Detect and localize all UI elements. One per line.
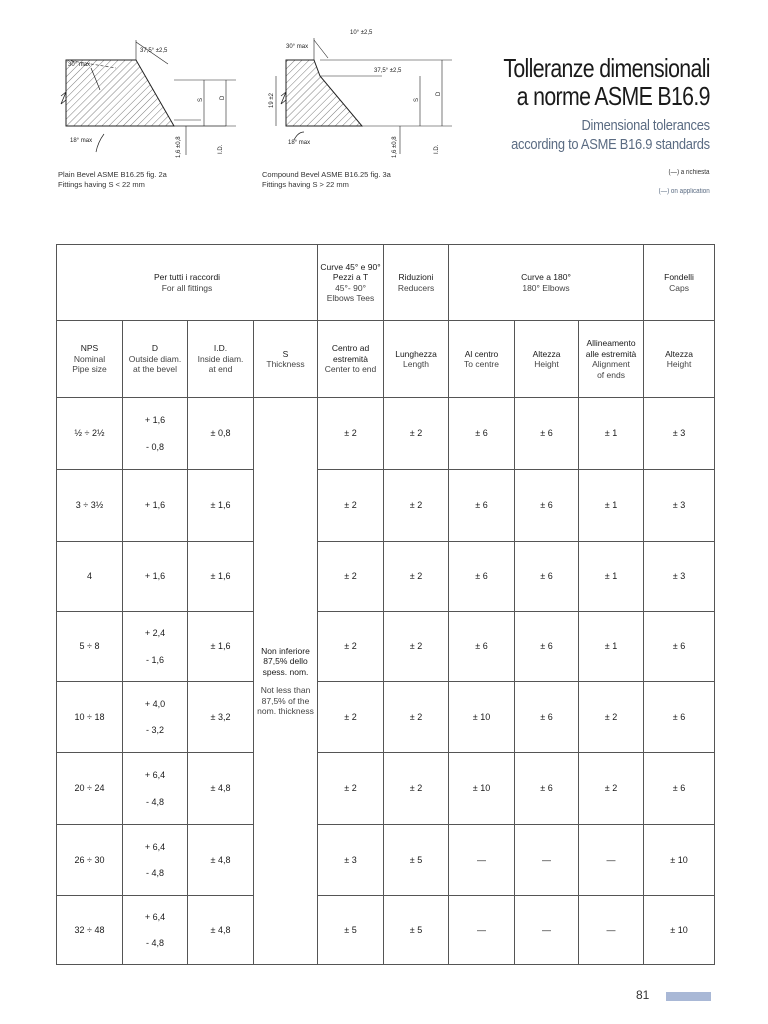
cell-cap: ± 3 bbox=[644, 398, 715, 470]
cell-cap: ± 10 bbox=[644, 825, 715, 896]
table-row bbox=[57, 542, 715, 612]
compound-angle-30-label: 30° max bbox=[286, 44, 309, 50]
plain-bevel-caption bbox=[58, 170, 167, 190]
title-en-line2: according to ASME B16.9 standards bbox=[511, 136, 710, 153]
s-note-it2: 87,5% dello bbox=[263, 656, 308, 666]
col-alignment-en2: of ends bbox=[597, 369, 625, 380]
note-on-application-en: (—) on application bbox=[658, 188, 710, 195]
cell-d-plus: + 6,4 bbox=[144, 841, 166, 852]
table-row bbox=[57, 825, 715, 896]
col-cap-height-en1: Height bbox=[666, 359, 692, 369]
compound-land-label: 1,6 ±0,8 bbox=[392, 136, 398, 158]
col-nps-en2: Pipe size bbox=[72, 364, 107, 375]
cell-d-plus: + 4,0 bbox=[144, 698, 166, 709]
cell-length: ± 2 bbox=[384, 682, 449, 753]
cell-height: — bbox=[515, 896, 579, 965]
compound-bevel-drawing bbox=[262, 22, 462, 165]
cell-height: ± 6 bbox=[515, 542, 579, 612]
compound-d-label: D bbox=[436, 91, 442, 96]
cell-id: ± 0,8 bbox=[188, 398, 254, 470]
table-row bbox=[57, 470, 715, 542]
plain-pipe-wall bbox=[66, 60, 174, 126]
s-note-en2: 87,5% of the bbox=[261, 695, 310, 706]
cell-id: ± 1,6 bbox=[188, 470, 254, 542]
group-all-fittings bbox=[57, 245, 318, 321]
s-note-it bbox=[256, 646, 315, 678]
col-alignment-it1: Allineamento bbox=[586, 338, 636, 348]
col-height-it: Altezza bbox=[532, 348, 561, 359]
col-header-d bbox=[123, 321, 188, 398]
compound-caption-line1: Compound Bevel ASME B16.25 fig. 3a bbox=[262, 170, 391, 179]
compound-s-label: S bbox=[414, 97, 420, 102]
group-reducers-it: Riduzioni bbox=[398, 272, 434, 282]
cell-d-plus: + 1,6 bbox=[144, 571, 166, 582]
compound-caption-line2: Fittings having S > 22 mm bbox=[262, 180, 349, 189]
group-caps-it: Fondelli bbox=[664, 272, 694, 282]
plain-bevel-drawing bbox=[56, 30, 246, 165]
col-header-center bbox=[449, 321, 515, 398]
page-number: 81 bbox=[636, 988, 650, 1002]
col-cap-height-it: Altezza bbox=[665, 348, 693, 359]
cell-length: ± 2 bbox=[384, 542, 449, 612]
col-header-cap-height bbox=[644, 321, 715, 398]
cell-d bbox=[123, 398, 188, 470]
cell-height: ± 6 bbox=[515, 470, 579, 542]
cell-center: — bbox=[449, 896, 515, 965]
cell-length: ± 5 bbox=[384, 825, 449, 896]
cell-alignment: — bbox=[579, 825, 644, 896]
cell-d bbox=[123, 682, 188, 753]
cell-d-plus: + 6,4 bbox=[144, 911, 166, 922]
cell-d bbox=[123, 753, 188, 825]
cell-d-minus: - 4,8 bbox=[145, 796, 164, 807]
col-nps-it: NPS bbox=[80, 343, 99, 354]
cell-center-end: ± 3 bbox=[318, 825, 384, 896]
cell-height: ± 6 bbox=[515, 398, 579, 470]
cell-cap: ± 6 bbox=[644, 753, 715, 825]
cell-center-end: ± 2 bbox=[318, 542, 384, 612]
cell-height: ± 6 bbox=[515, 612, 579, 682]
cell-center-end: ± 2 bbox=[318, 682, 384, 753]
cell-length: ± 2 bbox=[384, 398, 449, 470]
cell-nps: 20 ÷ 24 bbox=[57, 753, 123, 825]
group-elbows-tees-en1: 45°- 90° bbox=[335, 282, 366, 293]
plain-id-label: I.D. bbox=[218, 144, 224, 154]
cell-id: ± 4,8 bbox=[188, 896, 254, 965]
col-d-it: D bbox=[151, 343, 159, 354]
page-title bbox=[458, 54, 710, 154]
cell-nps: 5 ÷ 8 bbox=[57, 612, 123, 682]
group-caps-en: Caps bbox=[669, 282, 689, 293]
title-it-line2: a norme ASME B16.9 bbox=[516, 81, 710, 111]
col-alignment-it2: alle estremità bbox=[585, 348, 637, 359]
group-caps bbox=[644, 245, 715, 321]
cell-length: ± 2 bbox=[384, 753, 449, 825]
compound-height19-label: 19 ±2 bbox=[269, 93, 275, 108]
group-reducers bbox=[384, 245, 449, 321]
col-d-en1: Outside diam. bbox=[128, 353, 182, 364]
cell-center-end: ± 2 bbox=[318, 753, 384, 825]
cell-center-end: ± 2 bbox=[318, 470, 384, 542]
cell-height: — bbox=[515, 825, 579, 896]
cell-id: ± 1,6 bbox=[188, 542, 254, 612]
s-note-en1: Not less than bbox=[260, 685, 311, 695]
cell-cap: ± 10 bbox=[644, 896, 715, 965]
note-on-request-it: (—) a richiesta bbox=[669, 169, 710, 176]
cell-center: — bbox=[449, 825, 515, 896]
col-alignment-en1: Alignment bbox=[592, 359, 630, 369]
cell-id: ± 1,6 bbox=[188, 612, 254, 682]
table-row bbox=[57, 753, 715, 825]
col-center-end-it1: Centro ad bbox=[331, 343, 370, 354]
group-180-elbows-en: 180° Elbows bbox=[522, 282, 570, 293]
col-nps-en1: Nominal bbox=[73, 353, 106, 364]
cell-d-minus: - 0,8 bbox=[145, 441, 164, 452]
col-header-nps bbox=[57, 321, 123, 398]
compound-angle-10-label: 10° ±2,5 bbox=[350, 30, 373, 36]
cell-center: ± 10 bbox=[449, 682, 515, 753]
cell-alignment: ± 2 bbox=[579, 753, 644, 825]
table-row bbox=[57, 398, 715, 470]
col-header-s bbox=[254, 321, 318, 398]
cell-center-end: ± 2 bbox=[318, 612, 384, 682]
cell-id: ± 3,2 bbox=[188, 682, 254, 753]
cell-d bbox=[123, 542, 188, 612]
cell-alignment: — bbox=[579, 896, 644, 965]
col-id-en2: at end bbox=[208, 364, 233, 375]
page-accent-bar bbox=[666, 992, 711, 1001]
col-header-center-end bbox=[318, 321, 384, 398]
cell-s-thickness bbox=[254, 398, 318, 965]
title-it-line1: Tolleranze dimensionali bbox=[503, 53, 710, 83]
group-180-elbows bbox=[449, 245, 644, 321]
cell-d bbox=[123, 470, 188, 542]
cell-d-minus: - 4,8 bbox=[145, 868, 164, 878]
group-reducers-en: Reducers bbox=[397, 282, 435, 293]
cell-length: ± 2 bbox=[384, 470, 449, 542]
cell-cap: ± 6 bbox=[644, 682, 715, 753]
col-center-en1: To centre bbox=[464, 359, 499, 369]
cell-nps: 26 ÷ 30 bbox=[57, 825, 123, 896]
cell-cap: ± 3 bbox=[644, 542, 715, 612]
s-note-en3: nom. thickness bbox=[257, 706, 314, 716]
col-center-it: Al centro bbox=[464, 348, 499, 359]
col-length-it: Lunghezza bbox=[395, 348, 437, 359]
group-all-fittings-it: Per tutti i raccordi bbox=[153, 272, 221, 282]
cell-alignment: ± 2 bbox=[579, 682, 644, 753]
cell-nps: 4 bbox=[57, 542, 123, 612]
cell-d-minus: - 1,6 bbox=[145, 654, 164, 665]
col-s-en1: Thickness bbox=[266, 359, 305, 369]
cell-d bbox=[123, 825, 188, 896]
cell-id: ± 4,8 bbox=[188, 753, 254, 825]
compound-pipe-wall bbox=[286, 60, 362, 126]
plain-angle-30-label: 30° max bbox=[68, 62, 91, 68]
cell-d-plus: + 6,4 bbox=[144, 770, 166, 780]
col-center-end-en1: Center to end bbox=[324, 364, 377, 375]
group-elbows-tees-en2: Elbows Tees bbox=[326, 293, 375, 303]
col-d-en2: at the bevel bbox=[133, 364, 177, 375]
cell-cap: ± 6 bbox=[644, 612, 715, 682]
title-en-line1: Dimensional tolerances bbox=[581, 117, 710, 134]
cell-d-minus: - 4,8 bbox=[145, 938, 164, 948]
cell-cap: ± 3 bbox=[644, 470, 715, 542]
table-row bbox=[57, 682, 715, 753]
compound-bevel-caption bbox=[262, 170, 391, 190]
cell-center-end: ± 2 bbox=[318, 398, 384, 470]
cell-alignment: ± 1 bbox=[579, 542, 644, 612]
tolerance-table bbox=[56, 244, 715, 965]
cell-d bbox=[123, 612, 188, 682]
col-header-length bbox=[384, 321, 449, 398]
cell-nps: 32 ÷ 48 bbox=[57, 896, 123, 965]
s-note-it3: spess. nom. bbox=[262, 666, 309, 677]
cell-length: ± 5 bbox=[384, 896, 449, 965]
compound-angle-37-label: 37,5° ±2,5 bbox=[374, 68, 402, 74]
cell-height: ± 6 bbox=[515, 682, 579, 753]
cell-alignment: ± 1 bbox=[579, 470, 644, 542]
cell-nps: 10 ÷ 18 bbox=[57, 682, 123, 753]
s-note-en bbox=[256, 685, 315, 717]
cell-center: ± 6 bbox=[449, 542, 515, 612]
group-all-fittings-en: For all fittings bbox=[161, 282, 213, 293]
cell-alignment: ± 1 bbox=[579, 612, 644, 682]
cell-height: ± 6 bbox=[515, 753, 579, 825]
cell-alignment: ± 1 bbox=[579, 398, 644, 470]
col-id-en1: Inside diam. bbox=[197, 353, 244, 364]
cell-center: ± 10 bbox=[449, 753, 515, 825]
col-s-it: S bbox=[282, 348, 289, 359]
col-header-alignment bbox=[579, 321, 644, 398]
cell-d-plus: + 1,6 bbox=[144, 500, 166, 511]
plain-d-label: D bbox=[220, 95, 226, 100]
group-elbows-tees-it1: Curve 45° e 90° bbox=[320, 261, 381, 272]
plain-angle-top-label: 37,5° ±2,5 bbox=[140, 48, 168, 54]
col-length-en1: Length bbox=[403, 359, 430, 369]
cell-d-plus: + 1,6 bbox=[144, 415, 166, 425]
col-center-end-it2: estremità bbox=[333, 353, 368, 364]
cell-center: ± 6 bbox=[449, 612, 515, 682]
table-row bbox=[57, 612, 715, 682]
s-note-it1: Non inferiore bbox=[261, 645, 310, 656]
plain-angle-18-label: 18° max bbox=[70, 138, 93, 144]
cell-d-minus: - 3,2 bbox=[145, 725, 164, 735]
group-180-elbows-it: Curve a 180° bbox=[521, 272, 571, 282]
cell-center-end: ± 5 bbox=[318, 896, 384, 965]
compound-angle-18-label: 18° max bbox=[288, 140, 311, 146]
cell-nps: ½ ÷ 2½ bbox=[57, 398, 123, 470]
plain-caption-line1: Plain Bevel ASME B16.25 fig. 2a bbox=[58, 170, 167, 179]
cell-center: ± 6 bbox=[449, 470, 515, 542]
group-elbows-tees bbox=[318, 245, 384, 321]
plain-caption-line2: Fittings having S < 22 mm bbox=[58, 180, 145, 189]
plain-s-label: S bbox=[198, 97, 204, 102]
plain-land-label: 1,6 ±0,8 bbox=[176, 136, 182, 158]
col-header-height bbox=[515, 321, 579, 398]
col-height-en1: Height bbox=[534, 359, 559, 369]
group-elbows-tees-it2: Pezzi a T bbox=[332, 272, 369, 282]
column-header-row bbox=[57, 321, 715, 398]
cell-d-plus: + 2,4 bbox=[144, 628, 166, 638]
compound-id-label: I.D. bbox=[434, 144, 440, 154]
cell-length: ± 2 bbox=[384, 612, 449, 682]
cell-d bbox=[123, 896, 188, 965]
group-header-row bbox=[57, 245, 715, 321]
col-header-id bbox=[188, 321, 254, 398]
col-id-it: I.D. bbox=[213, 343, 228, 354]
cell-id: ± 4,8 bbox=[188, 825, 254, 896]
table-row bbox=[57, 896, 715, 965]
cell-nps: 3 ÷ 3½ bbox=[57, 470, 123, 542]
cell-center: ± 6 bbox=[449, 398, 515, 470]
